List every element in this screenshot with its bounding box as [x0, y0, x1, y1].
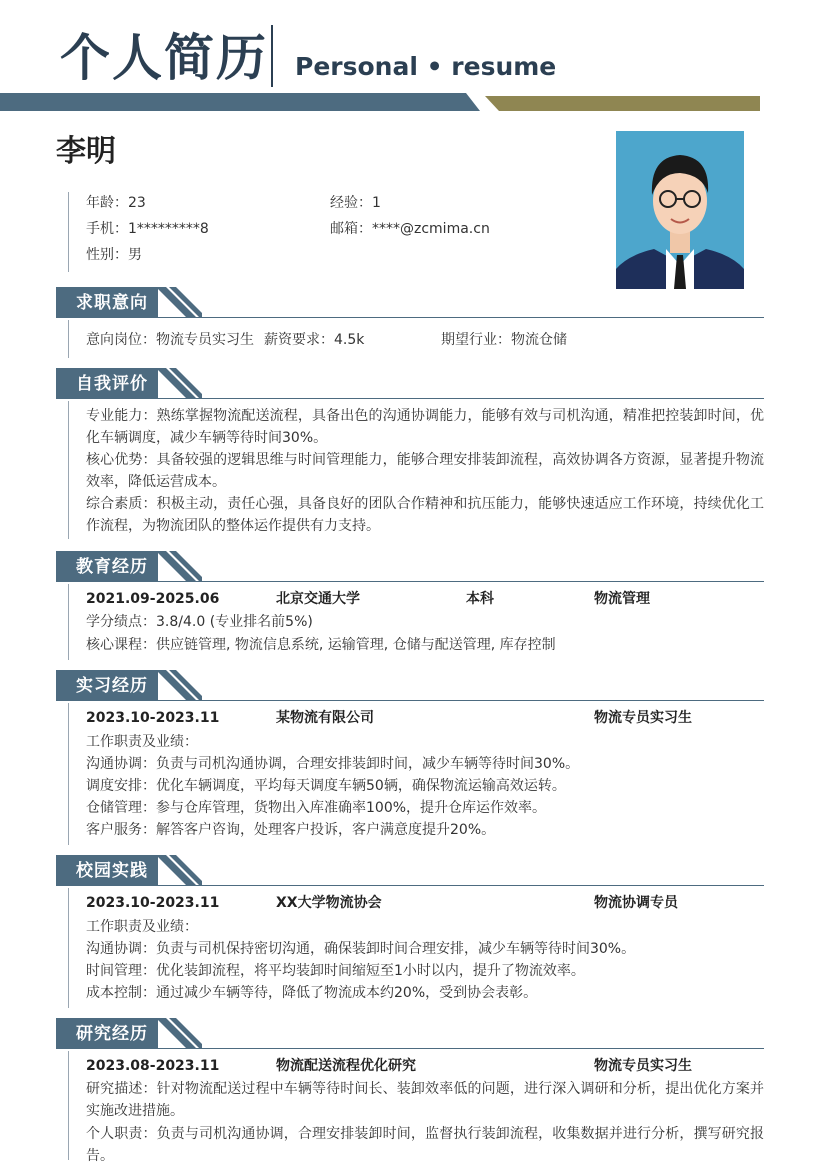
- header-band-blue: [0, 93, 480, 111]
- header-band-gold: [485, 96, 760, 111]
- self-eval-strength: 核心优势：具备较强的逻辑思维与时间管理能力，能够合理安排装卸流程，高效协调各方资源，显著提升物流效率，降低运营成本。: [86, 452, 764, 490]
- section-stripes-icon: [156, 1018, 202, 1049]
- email-row: [330, 219, 490, 239]
- section-header-self-eval: [56, 368, 764, 400]
- research-role: 物流专员实习生: [594, 1058, 692, 1074]
- campus-line: 沟通协调：负责与司机保持密切沟通，确保装卸时间合理安排，减少车辆等待时间30%。: [86, 941, 636, 957]
- intent-position: 意向岗位：物流专员实习生: [86, 332, 254, 348]
- experience-label: 经验：: [330, 195, 372, 211]
- section-stripes-icon: [156, 368, 202, 399]
- self-eval-quality: 综合素质：积极主动，责任心强，具备良好的团队合作精神和抗压能力，能够快速适应工作环境，持续优化工作流程，为物流团队的整体运作提供有力支持。: [86, 496, 764, 534]
- section-header-campus: [56, 855, 764, 887]
- education-major: 物流管理: [594, 591, 650, 607]
- education-courses: 核心课程：供应链管理, 物流信息系统, 运输管理, 仓储与配送管理, 库存控制: [86, 637, 556, 653]
- education-gpa: 学分绩点：3.8/4.0 (专业排名前5%): [86, 614, 313, 630]
- section-stripes-icon: [156, 670, 202, 701]
- gender-value: 男: [128, 247, 142, 263]
- title-divider: [271, 25, 273, 87]
- research-date: 2023.08-2023.11: [86, 1058, 220, 1074]
- research-project: 物流配送流程优化研究: [276, 1058, 416, 1074]
- section-stripes-icon: [156, 551, 202, 582]
- phone-label: 手机：: [86, 221, 128, 237]
- profile-divider: [68, 192, 69, 272]
- internship-line: 仓储管理：参与仓库管理，货物出入库准确率100%，提升仓库运作效率。: [86, 800, 547, 816]
- section-header-internship: [56, 670, 764, 702]
- campus-date: 2023.10-2023.11: [86, 895, 220, 911]
- education-school: 北京交通大学: [276, 591, 360, 607]
- experience-row: [330, 193, 381, 213]
- experience-value: 1: [372, 195, 381, 211]
- resume-title: 个人简历: [60, 29, 268, 87]
- campus-org: XX大学物流协会: [276, 895, 382, 911]
- section-title-self-eval: 自我评价: [76, 374, 148, 394]
- research-description: 研究描述：针对物流配送过程中车辆等待时间长、装卸效率低的问题，进行深入调研和分析，提出优化方案并实施改进措施。: [86, 1081, 764, 1119]
- age-row: [86, 193, 146, 213]
- internship-company: 某物流有限公司: [276, 710, 374, 726]
- campus-line: 成本控制：通过减少车辆等待，降低了物流成本约20%，受到协会表彰。: [86, 985, 538, 1001]
- section-header-research: [56, 1018, 764, 1050]
- profile-photo: [616, 131, 744, 289]
- internship-line: 客户服务：解答客户咨询，处理客户投诉，客户满意度提升20%。: [86, 822, 496, 838]
- section-title-education: 教育经历: [76, 557, 148, 577]
- section-title-internship: 实习经历: [76, 676, 148, 696]
- phone-value: 1*********8: [128, 221, 209, 237]
- candidate-name: 李明: [56, 134, 116, 169]
- internship-line: 调度安排：优化车辆调度，平均每天调度车辆50辆，确保物流运输高效运转。: [86, 778, 566, 794]
- email-value: ****@zcmima.cn: [372, 221, 490, 237]
- research-duty: 个人职责：负责与司机沟通协调，合理安排装卸时间，监督执行装卸流程，收集数据并进行分析，撰写研究报告。: [86, 1126, 764, 1164]
- campus-line: 工作职责及业绩：: [86, 919, 198, 935]
- internship-date: 2023.10-2023.11: [86, 710, 220, 726]
- section-stripes-icon: [156, 287, 202, 318]
- campus-line: 时间管理：优化装卸流程，将平均装卸时间缩短至1小时以内，提升了物流效率。: [86, 963, 585, 979]
- age-label: 年龄：: [86, 195, 128, 211]
- campus-role: 物流协调专员: [594, 895, 678, 911]
- intent-salary: 薪资要求：4.5k: [264, 332, 365, 348]
- gender-row: [86, 245, 142, 265]
- education-degree: 本科: [466, 591, 494, 607]
- self-eval-professional: 专业能力：熟练掌握物流配送流程，具备出色的沟通协调能力，能够有效与司机沟通，精准把控装卸时间，优化车辆调度，减少车辆等待时间30%。: [86, 408, 764, 446]
- phone-row: [86, 219, 209, 239]
- age-value: 23: [128, 195, 146, 211]
- section-stripes-icon: [156, 855, 202, 886]
- section-header-education: [56, 551, 764, 583]
- intent-industry: 期望行业：物流仓储: [441, 332, 567, 348]
- section-title-research: 研究经历: [76, 1024, 148, 1044]
- gender-label: 性别：: [86, 247, 128, 263]
- internship-role: 物流专员实习生: [594, 710, 692, 726]
- resume-subtitle: Personal • resume: [295, 52, 557, 81]
- section-title-intent: 求职意向: [76, 293, 148, 313]
- internship-line: 沟通协调：负责与司机沟通协调，合理安排装卸时间，减少车辆等待时间30%。: [86, 756, 580, 772]
- section-header-intent: [56, 287, 764, 319]
- email-label: 邮箱：: [330, 221, 372, 237]
- section-title-campus: 校园实践: [76, 861, 148, 881]
- internship-line: 工作职责及业绩：: [86, 734, 198, 750]
- education-date: 2021.09-2025.06: [86, 591, 220, 607]
